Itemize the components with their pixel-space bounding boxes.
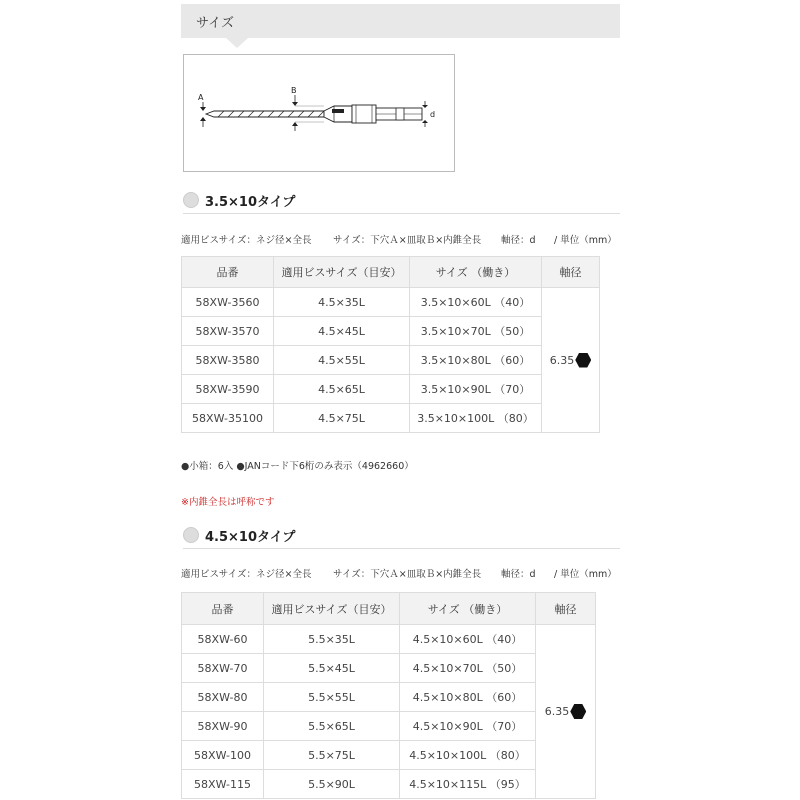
cell-size: 4.5×10×80L （60） [400, 683, 536, 712]
cell-size: 3.5×10×60L （40） [410, 288, 542, 317]
diagram-label-d: d [430, 110, 436, 119]
table-row [182, 741, 596, 770]
header-pointer-arrow [226, 38, 248, 48]
diagram-label-b: B [291, 86, 297, 95]
column-header: 軸径 [542, 257, 600, 288]
cell-shaft [542, 288, 600, 433]
legend-size: サイズ：下穴Ａ×皿取Ｂ×内錐全長 [333, 569, 482, 580]
drill-bit-drawing [184, 55, 454, 171]
size-header-title: サイズ [196, 16, 234, 31]
cell-part-number: 58XW-70 [182, 654, 264, 683]
cell-part-number: 58XW-3580 [182, 346, 274, 375]
spec-table-3.5x10 [181, 256, 600, 433]
section-divider [183, 548, 620, 549]
cell-screw-size: 5.5×65L [264, 712, 400, 741]
size-header-tab [181, 4, 620, 38]
table-row [182, 288, 600, 317]
cell-size: 3.5×10×90L （70） [410, 375, 542, 404]
bullet-circle-icon [183, 527, 199, 543]
column-header: 品番 [182, 257, 274, 288]
legend-screw: 適用ビスサイズ：ネジ径×全長 [181, 569, 312, 580]
legend-unit: / 単位（mm） [554, 569, 617, 580]
cell-screw-size: 5.5×35L [264, 625, 400, 654]
cell-size: 4.5×10×90L （70） [400, 712, 536, 741]
legend-screw: 適用ビスサイズ：ネジ径×全長 [181, 235, 312, 246]
legend-shaft: 軸径：d [501, 569, 536, 580]
cell-part-number: 58XW-35100 [182, 404, 274, 433]
cell-part-number: 58XW-3570 [182, 317, 274, 346]
cell-size: 4.5×10×60L （40） [400, 625, 536, 654]
table-row [182, 654, 596, 683]
cell-part-number: 58XW-100 [182, 741, 264, 770]
table-row [182, 404, 600, 433]
column-header: サイズ （働き） [400, 593, 536, 625]
table-header-row [182, 257, 600, 288]
cell-size: 3.5×10×100L （80） [410, 404, 542, 433]
column-header: 品番 [182, 593, 264, 625]
cell-screw-size: 4.5×55L [274, 346, 410, 375]
warning-note: ※内錐全長は呼称です [181, 497, 275, 508]
cell-screw-size: 4.5×45L [274, 317, 410, 346]
table-row [182, 770, 596, 799]
cell-part-number: 58XW-60 [182, 625, 264, 654]
cell-part-number: 58XW-3560 [182, 288, 274, 317]
cell-screw-size: 5.5×55L [264, 683, 400, 712]
shaft-value: 6.35 [544, 705, 570, 718]
table-row [182, 712, 596, 741]
cell-screw-size: 4.5×75L [274, 404, 410, 433]
column-header: 適用ビスサイズ（目安） [264, 593, 400, 625]
table-header-row [182, 593, 596, 625]
cell-part-number: 58XW-3590 [182, 375, 274, 404]
cell-size: 4.5×10×100L （80） [400, 741, 536, 770]
shaft-value: 6.35 [549, 353, 575, 367]
cell-size: 4.5×10×70L （50） [400, 654, 536, 683]
hex-shank-icon [575, 353, 591, 368]
cell-screw-size: 5.5×90L [264, 770, 400, 799]
drill-bit-diagram [183, 54, 455, 172]
bullet-circle-icon [183, 192, 199, 208]
table-row [182, 375, 600, 404]
package-note: ●小箱：6入 ●JANコード下6桁のみ表示（4962660） [181, 461, 414, 472]
legend-size: サイズ：下穴Ａ×皿取Ｂ×内錐全長 [333, 235, 482, 246]
table-row [182, 346, 600, 375]
legend-shaft: 軸径：d [501, 235, 536, 246]
spec-table-4.5x10 [181, 592, 596, 799]
table-row [182, 683, 596, 712]
section-title-text: 4.5×10タイプ [205, 530, 296, 545]
cell-screw-size: 5.5×45L [264, 654, 400, 683]
cell-screw-size: 4.5×65L [274, 375, 410, 404]
cell-screw-size: 4.5×35L [274, 288, 410, 317]
cell-size: 3.5×10×80L （60） [410, 346, 542, 375]
legend-unit: / 単位（mm） [554, 235, 617, 246]
column-header: 適用ビスサイズ（目安） [274, 257, 410, 288]
cell-part-number: 58XW-80 [182, 683, 264, 712]
cell-size: 4.5×10×115L （95） [400, 770, 536, 799]
cell-screw-size: 5.5×75L [264, 741, 400, 770]
section-title-text: 3.5×10タイプ [205, 195, 296, 210]
table-row [182, 317, 600, 346]
hex-shank-icon [570, 704, 586, 719]
diagram-label-a: A [198, 93, 204, 102]
table-row [182, 625, 596, 654]
column-header: 軸径 [536, 593, 596, 625]
section-divider [183, 213, 620, 214]
cell-size: 3.5×10×70L （50） [410, 317, 542, 346]
cell-part-number: 58XW-115 [182, 770, 264, 799]
cell-shaft [536, 625, 596, 799]
cell-part-number: 58XW-90 [182, 712, 264, 741]
column-header: サイズ （働き） [410, 257, 542, 288]
